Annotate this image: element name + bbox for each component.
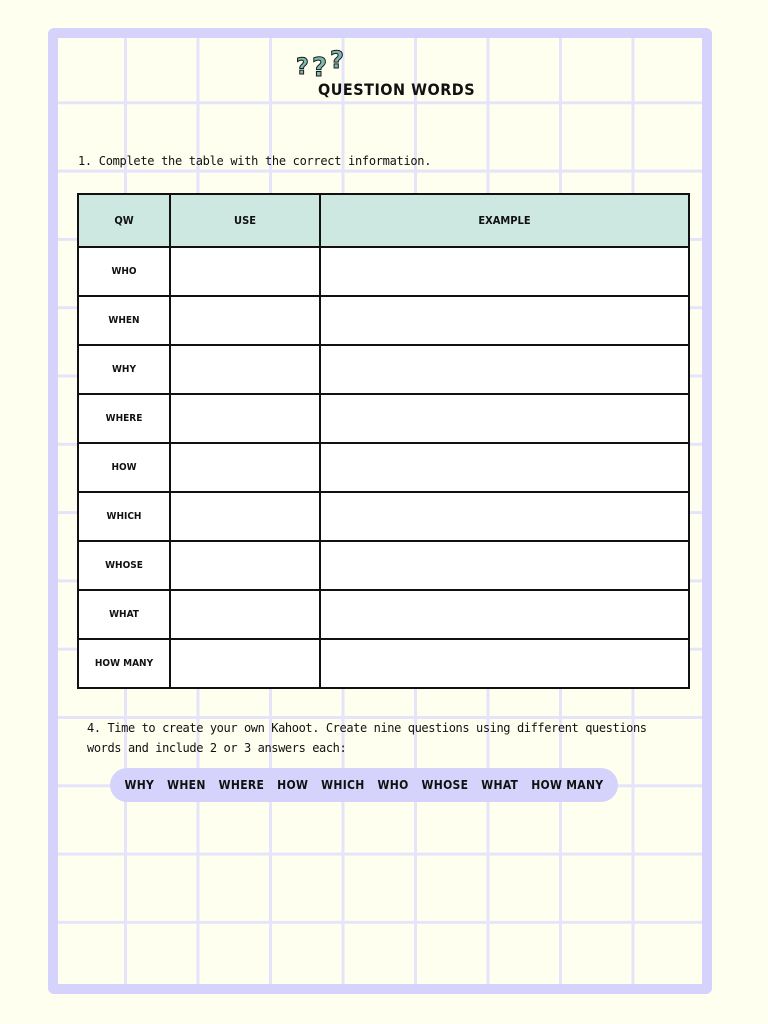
table-row — [78, 639, 689, 688]
table-header-row — [78, 194, 689, 247]
question-word-cell: HOW MANY — [78, 639, 170, 688]
svg-text:?: ? — [312, 53, 328, 80]
example-cell[interactable] — [320, 492, 689, 541]
example-cell[interactable] — [320, 394, 689, 443]
table-row — [78, 590, 689, 639]
word-bank-item: HOW — [277, 778, 309, 792]
table-row — [78, 443, 689, 492]
example-cell[interactable] — [320, 296, 689, 345]
example-cell[interactable] — [320, 345, 689, 394]
use-cell[interactable] — [170, 590, 320, 639]
question-word-cell: WHAT — [78, 590, 170, 639]
word-bank-item: WHEN — [167, 778, 206, 792]
word-bank-item: WHERE — [218, 778, 265, 792]
use-cell[interactable] — [170, 639, 320, 688]
word-bank-item: WHOSE — [421, 778, 469, 792]
table-row — [78, 345, 689, 394]
word-bank-item: WHY — [124, 778, 155, 792]
example-cell[interactable] — [320, 639, 689, 688]
header-qw: QW — [78, 194, 170, 247]
word-bank-item: WHICH — [321, 778, 365, 792]
use-cell[interactable] — [170, 541, 320, 590]
table-row — [78, 296, 689, 345]
page-title: QUESTION WORDS — [318, 80, 476, 99]
use-cell[interactable] — [170, 394, 320, 443]
question-word-cell: WHERE — [78, 394, 170, 443]
word-bank-item: WHO — [377, 778, 409, 792]
header-use: USE — [170, 194, 320, 247]
table-row — [78, 247, 689, 296]
table-row — [78, 492, 689, 541]
example-cell[interactable] — [320, 541, 689, 590]
question-word-cell: WHICH — [78, 492, 170, 541]
use-cell[interactable] — [170, 247, 320, 296]
example-cell[interactable] — [320, 590, 689, 639]
word-bank — [110, 768, 618, 802]
use-cell[interactable] — [170, 443, 320, 492]
question-word-cell: WHY — [78, 345, 170, 394]
word-bank-item: HOW MANY — [531, 778, 604, 792]
instruction-4: 4. Time to create your own Kahoot. Create nine questions using different questions words and include 2 or 3 answers each: — [87, 721, 647, 755]
use-cell[interactable] — [170, 345, 320, 394]
use-cell[interactable] — [170, 492, 320, 541]
example-cell[interactable] — [320, 247, 689, 296]
use-cell[interactable] — [170, 296, 320, 345]
question-word-cell: WHOSE — [78, 541, 170, 590]
table-row — [78, 394, 689, 443]
question-words-table — [77, 193, 690, 689]
question-word-cell: WHO — [78, 247, 170, 296]
worksheet-frame — [48, 28, 712, 994]
word-bank-item: WHAT — [481, 778, 519, 792]
question-word-cell: WHEN — [78, 296, 170, 345]
example-cell[interactable] — [320, 443, 689, 492]
question-marks-icon — [294, 44, 350, 80]
table-row — [78, 541, 689, 590]
instruction-1: 1. Complete the table with the correct information. — [78, 154, 432, 168]
svg-text:?: ? — [296, 55, 309, 80]
svg-text:?: ? — [330, 46, 344, 74]
question-word-cell: HOW — [78, 443, 170, 492]
header-example: EXAMPLE — [320, 194, 689, 247]
